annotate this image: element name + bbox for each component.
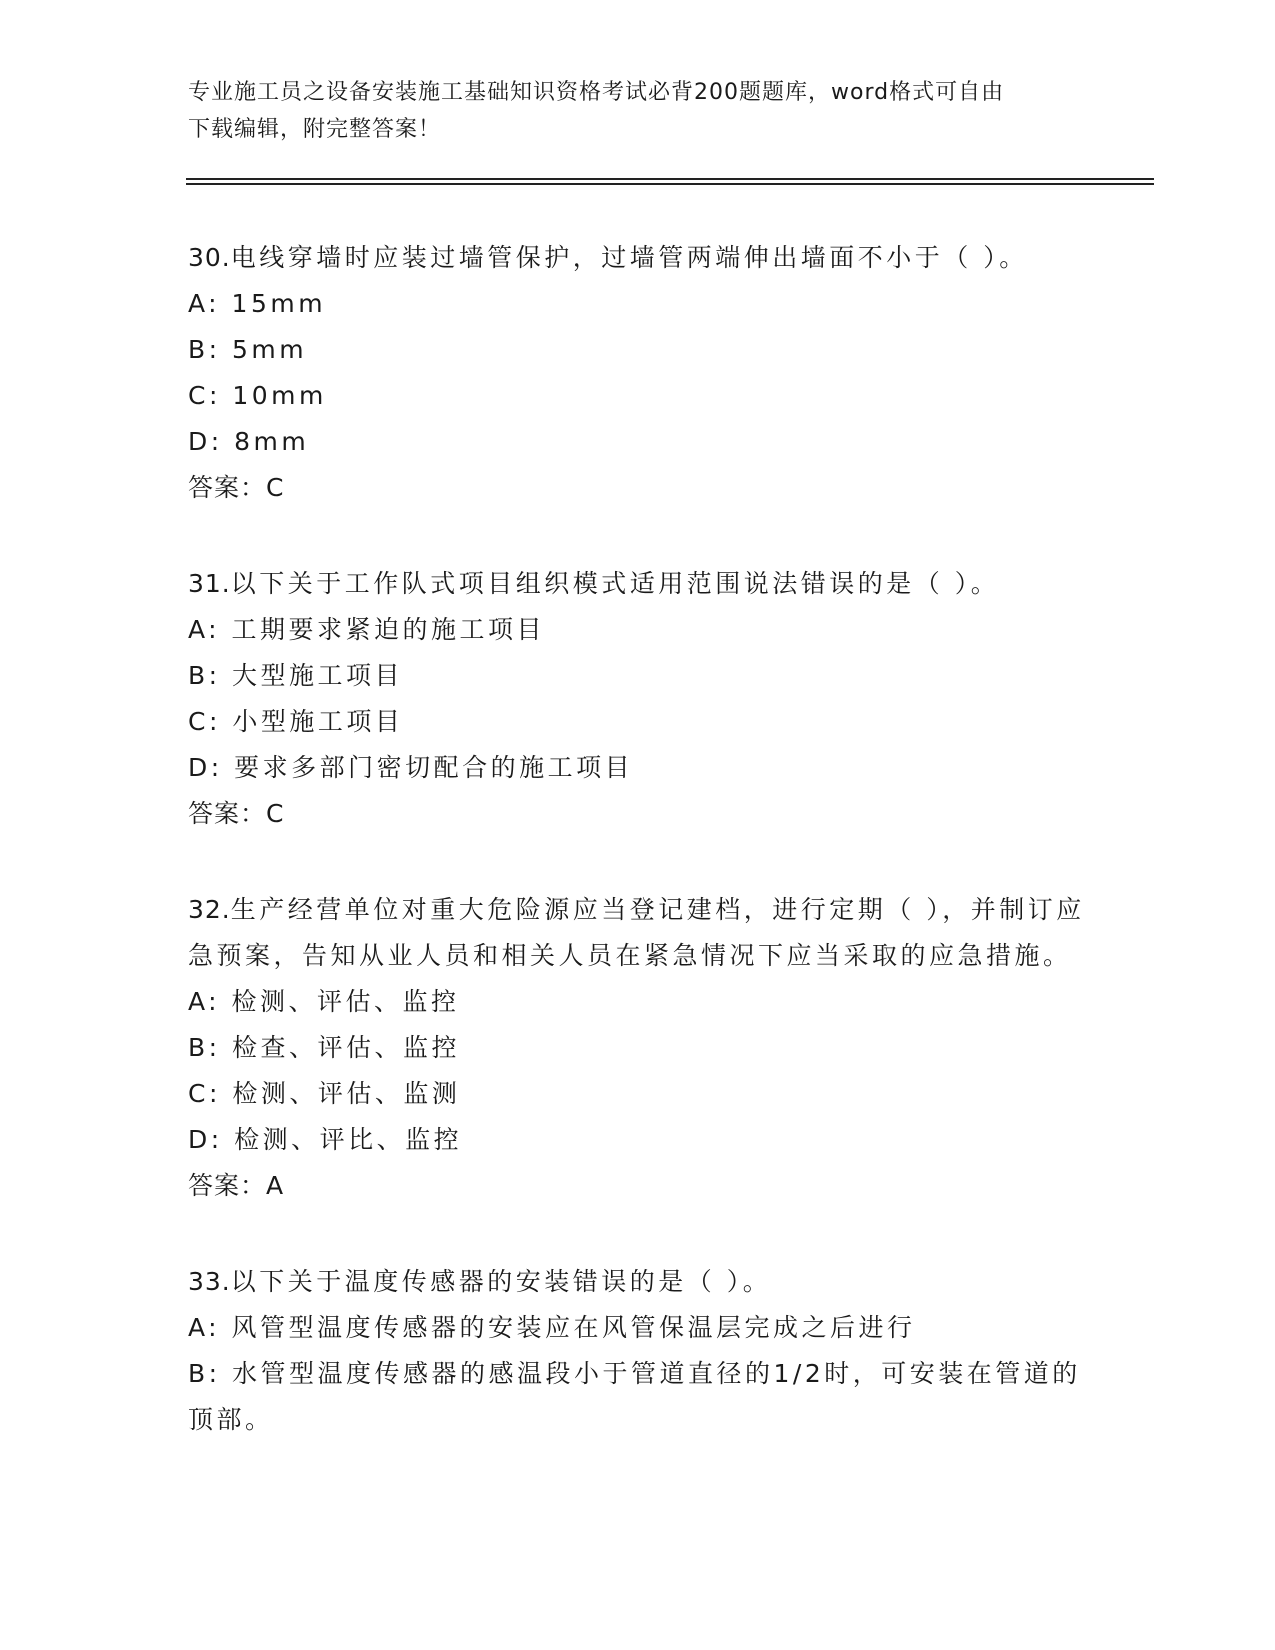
- question-30: [188, 235, 1088, 511]
- option-d: D: 检测、评比、监控: [188, 1125, 463, 1154]
- question-stem: [188, 561, 1088, 607]
- question-stem: [188, 1259, 1088, 1305]
- question-number: 32.: [188, 895, 231, 924]
- header-line-2: 下载编辑，附完整答案！: [188, 117, 442, 142]
- question-text: 电线穿墙时应装过墙管保护，过墙管两端伸出墙面不小于（ ）。: [230, 243, 1028, 272]
- answer-line: 答案：C: [188, 799, 285, 828]
- option-c: C: 检测、评估、监测: [188, 1079, 461, 1108]
- question-text: 以下关于工作队式项目组织模式适用范围说法错误的是（ ）。: [230, 569, 1000, 598]
- question-number: 30.: [188, 243, 231, 272]
- option-a: A: 15mm: [188, 289, 327, 318]
- question-32: [188, 887, 1088, 1209]
- question-text: 以下关于温度传感器的安装错误的是（ ）。: [230, 1267, 772, 1296]
- question-number: 31.: [188, 569, 231, 598]
- question-33: [188, 1259, 1088, 1443]
- option-b: B: 5mm: [188, 335, 308, 364]
- answer-line: 答案：A: [188, 1171, 285, 1200]
- option-b: B: 检查、评估、监控: [188, 1033, 461, 1062]
- option-d: D: 8mm: [188, 427, 310, 456]
- option-c: C: 小型施工项目: [188, 707, 404, 736]
- option-b: B: 水管型温度传感器的感温段小于管道直径的1/2时，可安装在管道的顶部。: [188, 1359, 1081, 1434]
- answer-line: 答案：C: [188, 473, 285, 502]
- question-list: [188, 235, 1088, 1493]
- question-stem: [188, 887, 1088, 979]
- header-divider-top: [186, 178, 1154, 180]
- option-a: A: 风管型温度传感器的安装应在风管保温层完成之后进行: [188, 1313, 916, 1342]
- option-a: A: 工期要求紧迫的施工项目: [188, 615, 546, 644]
- header-divider-bottom: [186, 183, 1154, 185]
- question-text: 生产经营单位对重大危险源应当登记建档，进行定期（ ），并制订应急预案，告知从业人员和相关人员在紧急情况下应当采取的应急措施。: [188, 895, 1085, 970]
- question-stem: [188, 235, 1088, 281]
- header-line-1: 专业施工员之设备安装施工基础知识资格考试必背200题题库，word格式可自由: [188, 80, 1005, 105]
- document-header: [188, 74, 1088, 148]
- option-d: D: 要求多部门密切配合的施工项目: [188, 753, 634, 782]
- option-c: C: 10mm: [188, 381, 327, 410]
- question-number: 33.: [188, 1267, 231, 1296]
- option-b: B: 大型施工项目: [188, 661, 404, 690]
- option-a: A: 检测、评估、监控: [188, 987, 460, 1016]
- question-31: [188, 561, 1088, 837]
